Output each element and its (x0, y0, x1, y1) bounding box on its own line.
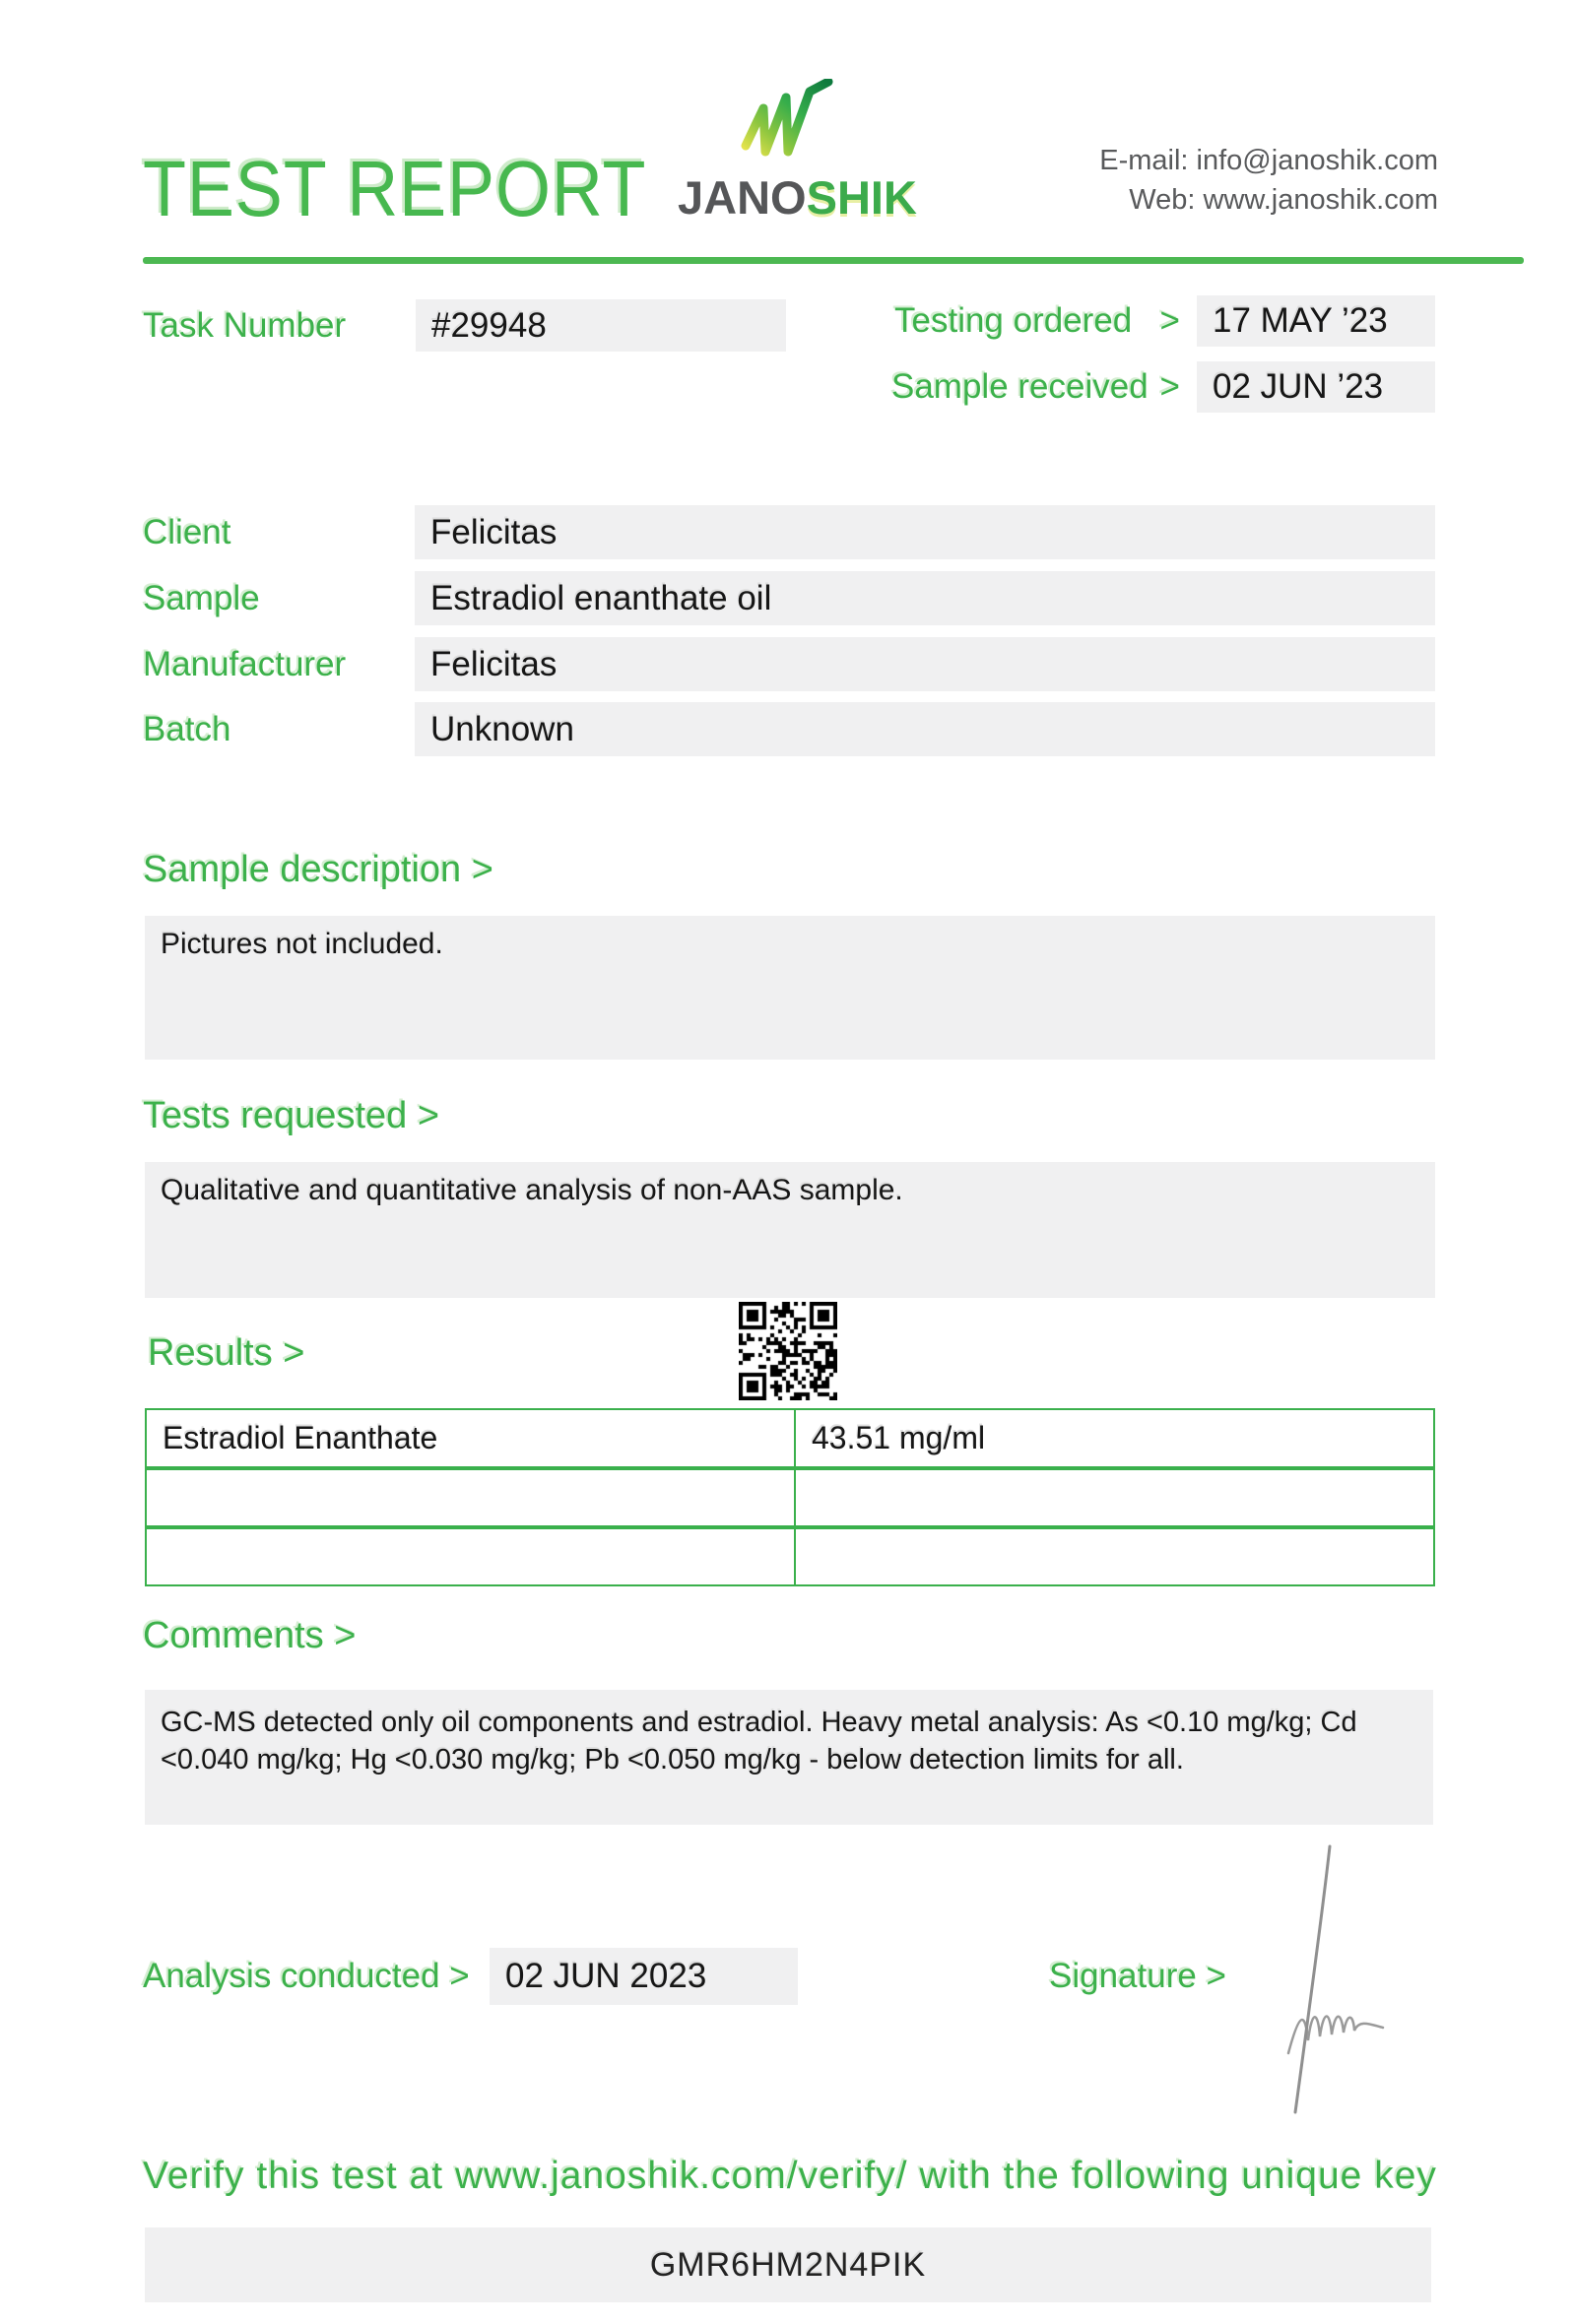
handwritten-signature (1251, 1832, 1409, 2127)
results-value-cell (796, 1529, 1433, 1584)
client-value: Felicitas (430, 512, 558, 551)
growth-chart-icon (741, 79, 835, 163)
results-analyte-cell (147, 1529, 796, 1584)
results-analyte-cell (147, 1470, 796, 1525)
comments-heading: Comments > (143, 1615, 357, 1656)
sample-description-heading: Sample description > (143, 849, 493, 890)
task-number-value: #29948 (431, 305, 547, 345)
logo-shik: SHIK (806, 171, 917, 224)
batch-value: Unknown (430, 709, 574, 748)
testing-ordered-value: 17 MAY ’23 (1213, 301, 1388, 340)
unique-key-box (145, 2227, 1431, 2302)
logo-wordmark (678, 170, 917, 225)
batch-label: Batch (143, 709, 231, 748)
analysis-date-value: 02 JUN 2023 (505, 1957, 707, 1995)
logo-jano: JANO (678, 171, 807, 224)
manufacturer-label: Manufacturer (143, 644, 347, 683)
client-box (415, 505, 1435, 559)
arrow-glyph: > (1159, 301, 1180, 340)
contact-email: E-mail: info@janoshik.com (1099, 145, 1438, 176)
header-divider (143, 257, 1524, 264)
testing-ordered-label: Testing ordered > (894, 301, 1180, 340)
results-table-row (145, 1408, 1435, 1468)
sample-received-box (1197, 361, 1435, 413)
analyte-result: 43.51 mg/ml (812, 1420, 986, 1455)
unique-key-value: GMR6HM2N4PIK (649, 2245, 927, 2284)
contact-web: Web: www.janoshik.com (1129, 184, 1438, 216)
manufacturer-value: Felicitas (430, 644, 558, 683)
signature-label: Signature > (1049, 1957, 1226, 1995)
page-title: TEST REPORT (143, 145, 647, 232)
results-table-row (145, 1527, 1435, 1586)
task-number-box (416, 299, 786, 352)
sample-received-value: 02 JUN ’23 (1213, 367, 1384, 406)
tests-requested-heading: Tests requested > (143, 1095, 440, 1136)
results-value-cell (796, 1410, 1433, 1466)
results-analyte-cell (147, 1410, 796, 1466)
task-number-label: Task Number (143, 305, 347, 345)
batch-box (415, 702, 1435, 756)
sample-description-box (145, 916, 1435, 1060)
arrow-glyph: > (1159, 367, 1180, 406)
sample-box (415, 571, 1435, 625)
contact-block (1099, 141, 1438, 220)
manufacturer-box (415, 637, 1435, 691)
sample-value: Estradiol enanthate oil (430, 578, 772, 617)
sample-description-text: Pictures not included. (161, 928, 443, 960)
results-table-row (145, 1468, 1435, 1527)
analyte-name: Estradiol Enanthate (163, 1420, 438, 1455)
analysis-date-box (490, 1948, 798, 2005)
sample-received-label: Sample received > (891, 367, 1180, 406)
testing-ordered-box (1197, 295, 1435, 347)
tests-requested-text: Qualitative and quantitative analysis of non-AAS sample. (161, 1174, 903, 1206)
results-value-cell (796, 1470, 1433, 1525)
analysis-conducted-label: Analysis conducted > (143, 1957, 470, 1995)
client-label: Client (143, 512, 231, 551)
comments-text: GC-MS detected only oil components and estradiol. Heavy metal analysis: As <0.10 mg/kg; Cd <0.040 mg/kg; Hg <0.030 mg/kg; Pb <0.050 mg/kg - below detection limits for all. (161, 1707, 1357, 1775)
qr-code (739, 1302, 837, 1400)
comments-box (145, 1690, 1433, 1825)
verify-instruction: Verify this test at www.janoshik.com/verify/ with the following unique key (143, 2155, 1437, 2197)
tests-requested-box (145, 1162, 1435, 1298)
results-heading: Results > (148, 1332, 305, 1374)
sample-label: Sample (143, 578, 260, 617)
